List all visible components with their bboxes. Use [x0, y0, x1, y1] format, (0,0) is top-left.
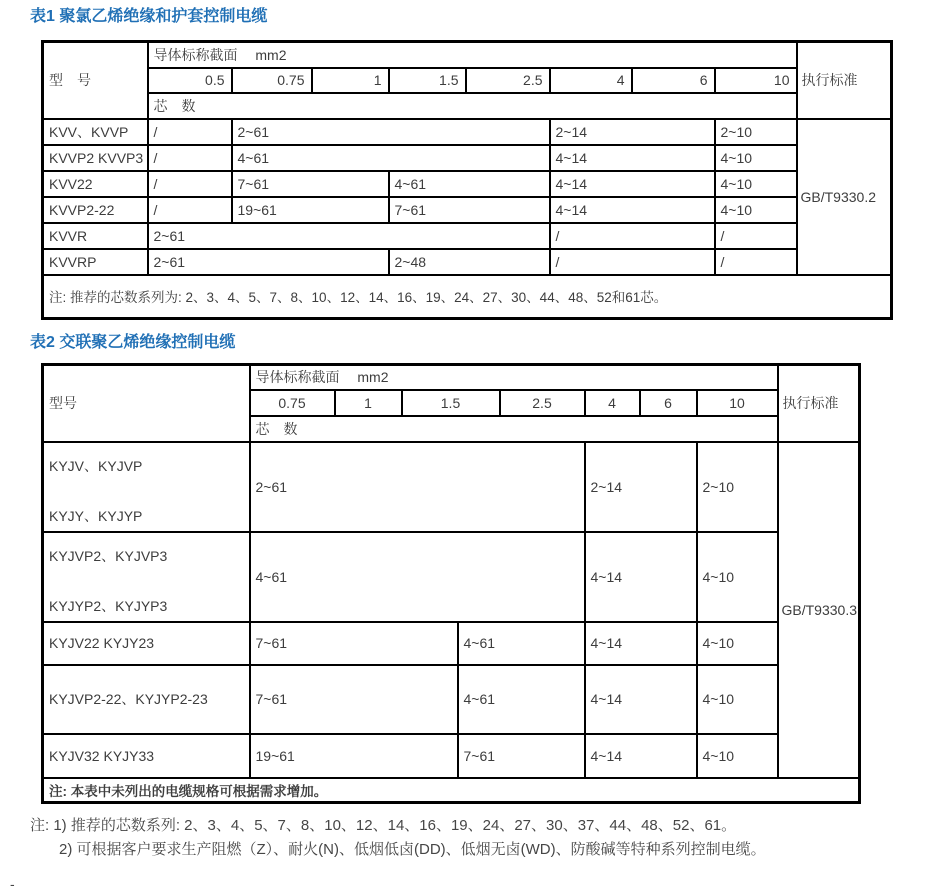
standard-header-cell: 执行标准: [797, 42, 892, 119]
cores-header-row: [43, 93, 892, 119]
range-cell: 2~14: [585, 442, 697, 532]
range-cell: /: [715, 249, 797, 275]
range-cell: 4~14: [585, 734, 697, 778]
table-row: [43, 249, 892, 275]
model-header-cell: 型 号: [43, 42, 148, 119]
range-cell: 2~61: [148, 249, 389, 275]
range-cell: 4~14: [585, 532, 697, 622]
cores-header-cell: 芯 数: [250, 416, 778, 442]
range-cell: 4~10: [715, 197, 797, 223]
model-line-1: KYJVP2、KYJVP3: [49, 547, 168, 564]
range-cell: 2~48: [389, 249, 550, 275]
footnotes: [30, 814, 951, 862]
range-cell: /: [715, 223, 797, 249]
range-cell: 2~61: [232, 119, 550, 145]
table2-title: 表2 交联聚乙烯绝缘控制电缆: [30, 334, 236, 351]
size-header-cell: 2.5: [466, 68, 550, 93]
range-cell: 7~61: [250, 622, 458, 665]
range-cell: 4~10: [715, 171, 797, 197]
size-header-cell: 0.5: [148, 68, 232, 93]
range-cell: 4~61: [232, 145, 550, 171]
range-cell: 4~14: [585, 665, 697, 734]
model-cell: [43, 532, 250, 622]
model-cell: KVVR: [43, 223, 148, 249]
range-cell: 4~14: [550, 171, 715, 197]
table-row: [43, 223, 892, 249]
table2: [41, 363, 861, 804]
range-cell: 4~61: [389, 171, 550, 197]
table-header-row: [43, 365, 860, 390]
size-header-cell: 1: [335, 390, 402, 416]
table-row: [43, 622, 860, 665]
table-row: [43, 197, 892, 223]
cores-header-cell: 芯 数: [148, 93, 797, 119]
model-cell: KVVRP: [43, 249, 148, 275]
trailing-dash: -: [10, 876, 15, 892]
model-line-2: KYJYP2、KYJYP3: [49, 597, 168, 614]
model-cell: KVVP2 KVVP3: [43, 145, 148, 171]
range-cell: /: [550, 249, 715, 275]
size-header-cell: 6: [640, 390, 697, 416]
model-cell: KVV22: [43, 171, 148, 197]
size-header-cell: 10: [715, 68, 797, 93]
range-cell: 7~61: [458, 734, 585, 778]
table-row: [43, 442, 860, 532]
standard-header-cell: 执行标准: [778, 365, 860, 442]
range-cell: 4~10: [697, 622, 778, 665]
range-cell: 4~61: [458, 665, 585, 734]
model-cell: KYJVP2-22、KYJYP2-23: [43, 665, 250, 734]
model-cell: KVV、KVVP: [43, 119, 148, 145]
model-cell: [43, 442, 250, 532]
size-header-cell: 6: [632, 68, 715, 93]
section-header-cell: 导体标称截面 mm2: [250, 365, 778, 390]
table1: [41, 40, 893, 320]
table-row: [43, 532, 860, 622]
range-cell: 7~61: [232, 171, 389, 197]
table-row: [43, 119, 892, 145]
table-row: [43, 145, 892, 171]
range-cell: 19~61: [232, 197, 389, 223]
table-header-row: [43, 42, 892, 68]
range-cell: 4~61: [250, 532, 585, 622]
size-header-cell: 0.75: [232, 68, 312, 93]
standard-value-cell: GB/T9330.2: [797, 119, 892, 275]
model-header-cell: 型号: [43, 365, 250, 442]
footnote-line-1: 注: 1) 推荐的芯数系列: 2、3、4、5、7、8、10、12、14、16、19、24、27、30、37、44、48、52、61。: [30, 817, 737, 834]
table1-title: 表1 聚氯乙烯绝缘和护套控制电缆: [30, 8, 268, 25]
table-row: [43, 734, 860, 778]
range-cell: /: [148, 197, 232, 223]
table-note-row: [43, 778, 860, 803]
standard-value-cell: GB/T9330.3: [778, 442, 860, 778]
model-line-2: KYJY、KYJYP: [49, 507, 143, 524]
size-header-cell: 4: [550, 68, 632, 93]
size-header-cell: 1.5: [402, 390, 500, 416]
section-header-cell: 导体标称截面 mm2: [148, 42, 797, 68]
range-cell: 4~10: [697, 734, 778, 778]
range-cell: /: [148, 119, 232, 145]
range-cell: 2~10: [697, 442, 778, 532]
size-header-row: [43, 68, 892, 93]
range-cell: 19~61: [250, 734, 458, 778]
range-cell: 4~14: [550, 197, 715, 223]
model-line-1: KYJV、KYJVP: [49, 457, 143, 474]
range-cell: 4~14: [550, 145, 715, 171]
size-header-cell: 1: [312, 68, 389, 93]
range-cell: 4~10: [715, 145, 797, 171]
table-row: [43, 171, 892, 197]
model-cell: KVVP2-22: [43, 197, 148, 223]
range-cell: 2~14: [550, 119, 715, 145]
table-note-row: [43, 275, 892, 319]
size-header-cell: 1.5: [389, 68, 466, 93]
table-row: [43, 665, 860, 734]
range-cell: /: [550, 223, 715, 249]
size-header-cell: 2.5: [500, 390, 585, 416]
range-cell: 2~61: [148, 223, 550, 249]
table-note-cell: 注: 本表中未列出的电缆规格可根据需求增加。: [43, 778, 860, 803]
size-header-cell: 0.75: [250, 390, 335, 416]
range-cell: 2~10: [715, 119, 797, 145]
range-cell: 4~14: [585, 622, 697, 665]
model-cell: KYJV32 KYJY33: [43, 734, 250, 778]
footnote-line-2: 2) 可根据客户要求生产阻燃（Z）、耐火(N)、低烟低卤(DD)、低烟无卤(WD)、防酸碱等特种系列控制电缆。: [59, 841, 766, 858]
size-header-cell: 10: [697, 390, 778, 416]
size-header-cell: 4: [585, 390, 640, 416]
range-cell: /: [148, 145, 232, 171]
range-cell: 7~61: [389, 197, 550, 223]
range-cell: 2~61: [250, 442, 585, 532]
range-cell: 4~10: [697, 665, 778, 734]
range-cell: 7~61: [250, 665, 458, 734]
range-cell: 4~61: [458, 622, 585, 665]
model-cell: KYJV22 KYJY23: [43, 622, 250, 665]
range-cell: 4~10: [697, 532, 778, 622]
range-cell: /: [148, 171, 232, 197]
table-note-cell: 注: 推荐的芯数系列为: 2、3、4、5、7、8、10、12、14、16、19、24、27、30、44、48、52和61芯。: [43, 275, 892, 319]
